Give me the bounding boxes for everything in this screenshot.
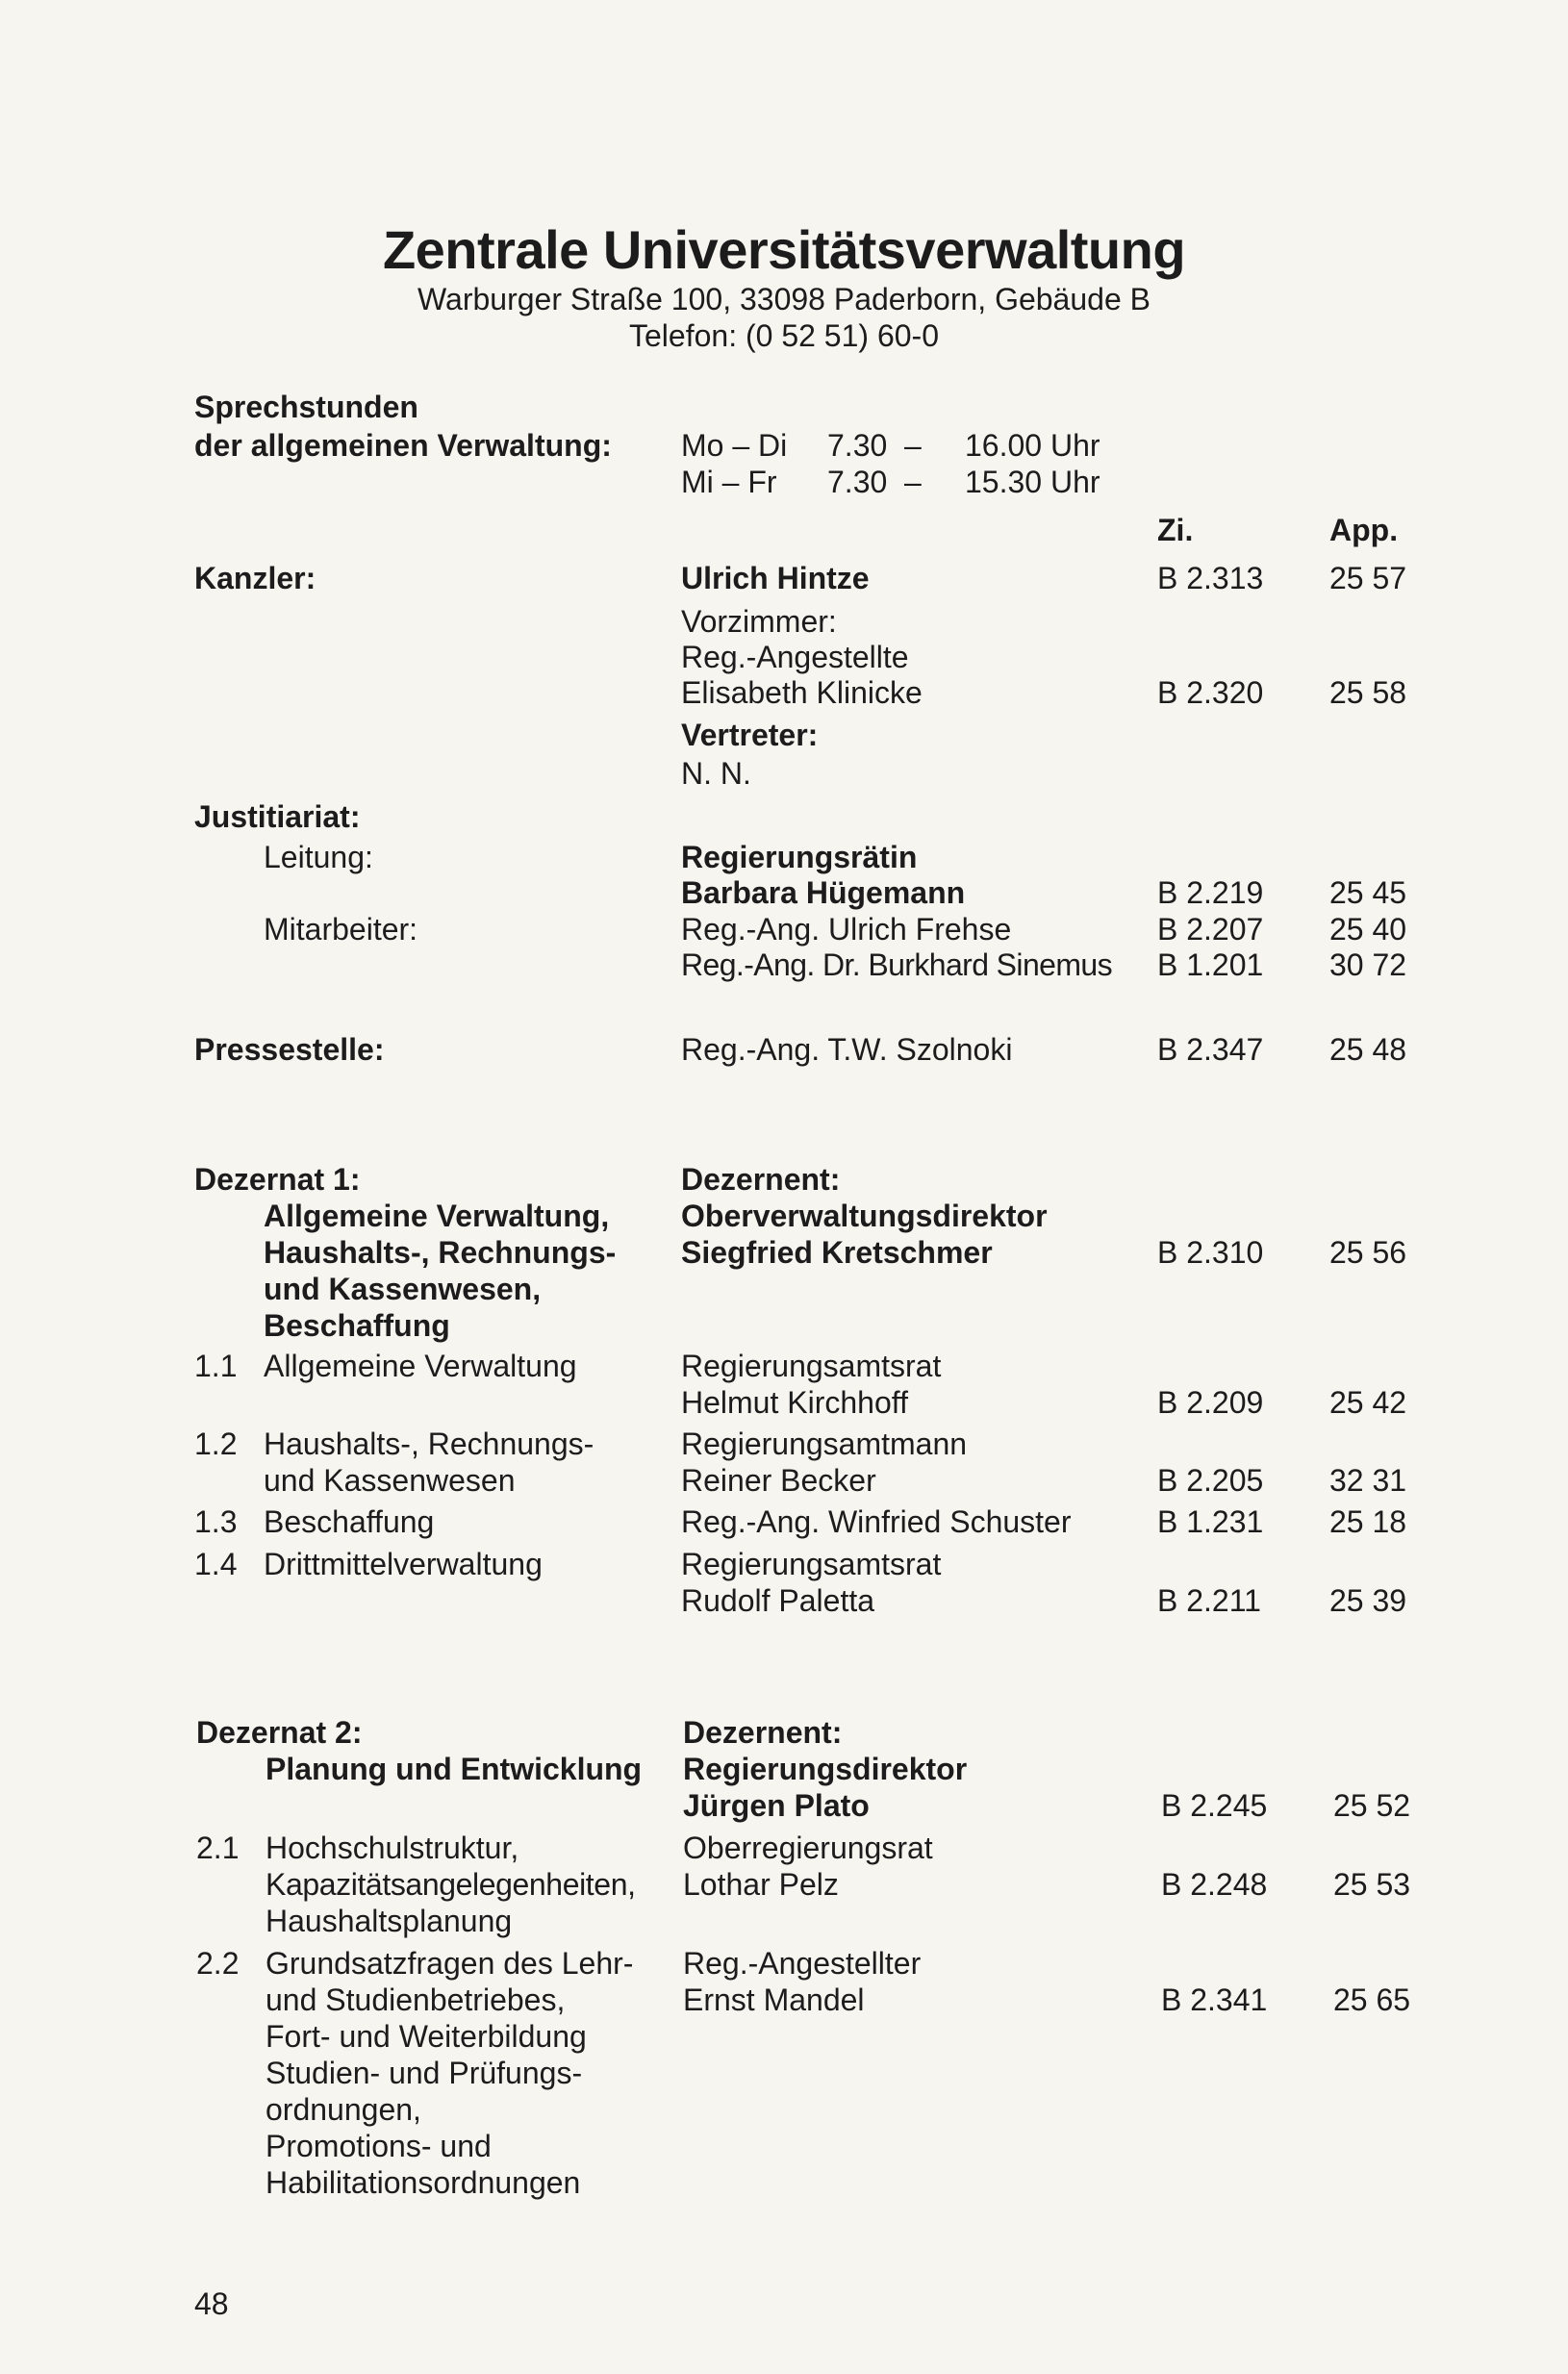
hours-days-1: Mo – Di	[681, 428, 788, 463]
sub-description: Promotions- und	[266, 2129, 492, 2163]
pressestelle-room: B 2.347	[1157, 1032, 1264, 1067]
dezernat1-head-ext: 25 56	[1329, 1235, 1407, 1270]
staff-room: B 2.207	[1157, 912, 1264, 947]
sub-person-name: Ernst Mandel	[683, 1983, 865, 2017]
office-hours-label-2: der allgemeinen Verwaltung:	[194, 428, 612, 463]
sub-description: Habilitationsordnungen	[266, 2165, 581, 2200]
dezernat1-desc: und Kassenwesen,	[264, 1272, 542, 1306]
staff-name: Reg.-Ang. Dr. Burkhard Sinemus	[681, 947, 1112, 982]
sub-description: Haushaltsplanung	[266, 1904, 513, 1938]
hours-from-2: 7.30	[827, 465, 888, 499]
sub-number: 1.1	[194, 1349, 238, 1383]
staff-name: Reg.-Ang. Ulrich Frehse	[681, 912, 1012, 947]
dezernat1-desc: Allgemeine Verwaltung,	[264, 1199, 610, 1233]
dezernat2-head-room: B 2.245	[1161, 1788, 1268, 1823]
sub-room: B 2.341	[1161, 1983, 1268, 2017]
dezernat2-head-label: Dezernent:	[683, 1715, 843, 1750]
dezernat2-head-name: Jürgen Plato	[683, 1788, 870, 1823]
leitung-ext: 25 45	[1329, 875, 1407, 910]
vertreter-label: Vertreter:	[681, 718, 819, 752]
sub-ext: 25 39	[1329, 1583, 1407, 1618]
sub-person-title: Regierungsamtmann	[681, 1427, 968, 1461]
hours-from-1: 7.30	[827, 428, 888, 463]
sub-person-name: Helmut Kirchhoff	[681, 1385, 908, 1420]
page-number: 48	[194, 2286, 229, 2321]
dezernat2-label: Dezernat 2:	[196, 1715, 363, 1750]
sub-person-name: Rudolf Paletta	[681, 1583, 875, 1618]
sub-number: 1.4	[194, 1547, 238, 1581]
leitung-label: Leitung:	[264, 840, 373, 874]
sub-description: Drittmittelverwaltung	[264, 1547, 543, 1581]
sub-description: Beschaffung	[264, 1504, 435, 1539]
vorzimmer-room: B 2.320	[1157, 675, 1264, 710]
sub-ext: 25 18	[1329, 1504, 1407, 1539]
hours-to-1: 16.00 Uhr	[965, 428, 1100, 463]
vertreter-name: N. N.	[681, 756, 751, 791]
sub-room: B 2.209	[1157, 1385, 1264, 1420]
leitung-name: Barbara Hügemann	[681, 875, 966, 910]
column-header-room: Zi.	[1157, 513, 1194, 547]
pressestelle-name: Reg.-Ang. T.W. Szolnoki	[681, 1032, 1013, 1067]
sub-description: Allgemeine Verwaltung	[264, 1349, 577, 1383]
kanzler-room: B 2.313	[1157, 561, 1264, 595]
dezernat1-desc: Haushalts-, Rechnungs-	[264, 1235, 617, 1270]
sub-person-title: Oberregierungsrat	[683, 1831, 933, 1865]
sub-description: Hochschulstruktur,	[266, 1831, 519, 1865]
office-hours-label-1: Sprechstunden	[194, 390, 418, 424]
leitung-room: B 2.219	[1157, 875, 1264, 910]
pressestelle-ext: 25 48	[1329, 1032, 1407, 1067]
kanzler-name: Ulrich Hintze	[681, 561, 870, 595]
kanzler-label: Kanzler:	[194, 561, 316, 595]
kanzler-ext: 25 57	[1329, 561, 1407, 595]
sub-ext: 32 31	[1329, 1463, 1407, 1498]
vorzimmer-label: Vorzimmer:	[681, 604, 837, 639]
phone: Telefon: (0 52 51) 60-0	[629, 318, 939, 353]
sub-room: B 2.248	[1161, 1867, 1268, 1902]
justitiariat-label: Justitiariat:	[194, 799, 361, 834]
sub-room: B 2.211	[1157, 1583, 1261, 1618]
sub-ext: 25 42	[1329, 1385, 1407, 1420]
hours-dash-2: –	[904, 465, 922, 499]
sub-number: 1.3	[194, 1504, 238, 1539]
sub-ext: 25 65	[1333, 1983, 1411, 2017]
page-title: Zentrale Universitätsverwaltung	[382, 219, 1186, 280]
staff-ext: 25 40	[1329, 912, 1407, 947]
sub-person-name: Reg.-Ang. Winfried Schuster	[681, 1504, 1072, 1539]
pressestelle-label: Pressestelle:	[194, 1032, 385, 1067]
sub-ext: 25 53	[1333, 1867, 1411, 1902]
sub-person-name: Lothar Pelz	[683, 1867, 839, 1902]
sub-description: Grundsatzfragen des Lehr-	[266, 1946, 634, 1981]
sub-room: B 1.231	[1157, 1504, 1264, 1539]
sub-number: 2.2	[196, 1946, 240, 1981]
sub-number: 2.1	[196, 1831, 240, 1865]
vorzimmer-title: Reg.-Angestellte	[681, 640, 909, 674]
hours-dash-1: –	[904, 428, 922, 463]
sub-person-name: Reiner Becker	[681, 1463, 876, 1498]
dezernat1-head-title: Oberverwaltungsdirektor	[681, 1199, 1048, 1233]
dezernat1-head-label: Dezernent:	[681, 1162, 841, 1197]
hours-days-2: Mi – Fr	[681, 465, 777, 499]
sub-person-title: Reg.-Angestellter	[683, 1946, 922, 1981]
dezernat2-head-ext: 25 52	[1333, 1788, 1411, 1823]
sub-description: Studien- und Prüfungs-	[266, 2056, 583, 2090]
staff-room: B 1.201	[1157, 947, 1264, 982]
sub-room: B 2.205	[1157, 1463, 1264, 1498]
sub-description: Kapazitätsangelegenheiten,	[266, 1867, 636, 1902]
sub-description: und Studienbetriebes,	[266, 1983, 566, 2017]
vorzimmer-ext: 25 58	[1329, 675, 1407, 710]
sub-person-title: Regierungsamtsrat	[681, 1547, 942, 1581]
dezernat1-desc: Beschaffung	[264, 1308, 450, 1343]
hours-to-2: 15.30 Uhr	[965, 465, 1100, 499]
dezernat1-label: Dezernat 1:	[194, 1162, 361, 1197]
sub-description: ordnungen,	[266, 2092, 421, 2127]
dezernat1-head-room: B 2.310	[1157, 1235, 1264, 1270]
column-header-ext: App.	[1329, 513, 1399, 547]
leitung-title: Regierungsrätin	[681, 840, 918, 874]
sub-number: 1.2	[194, 1427, 238, 1461]
sub-description: und Kassenwesen	[264, 1463, 516, 1498]
staff-ext: 30 72	[1329, 947, 1407, 982]
dezernat2-desc: Planung und Entwicklung	[266, 1752, 643, 1786]
dezernat1-head-name: Siegfried Kretschmer	[681, 1235, 993, 1270]
vorzimmer-name: Elisabeth Klinicke	[681, 675, 923, 710]
sub-description: Haushalts-, Rechnungs-	[264, 1427, 594, 1461]
sub-description: Fort- und Weiterbildung	[266, 2019, 587, 2054]
dezernat2-head-title: Regierungsdirektor	[683, 1752, 968, 1786]
address: Warburger Straße 100, 33098 Paderborn, Gebäude B	[417, 282, 1151, 316]
sub-person-title: Regierungsamtsrat	[681, 1349, 942, 1383]
mitarbeiter-label: Mitarbeiter:	[264, 912, 418, 947]
